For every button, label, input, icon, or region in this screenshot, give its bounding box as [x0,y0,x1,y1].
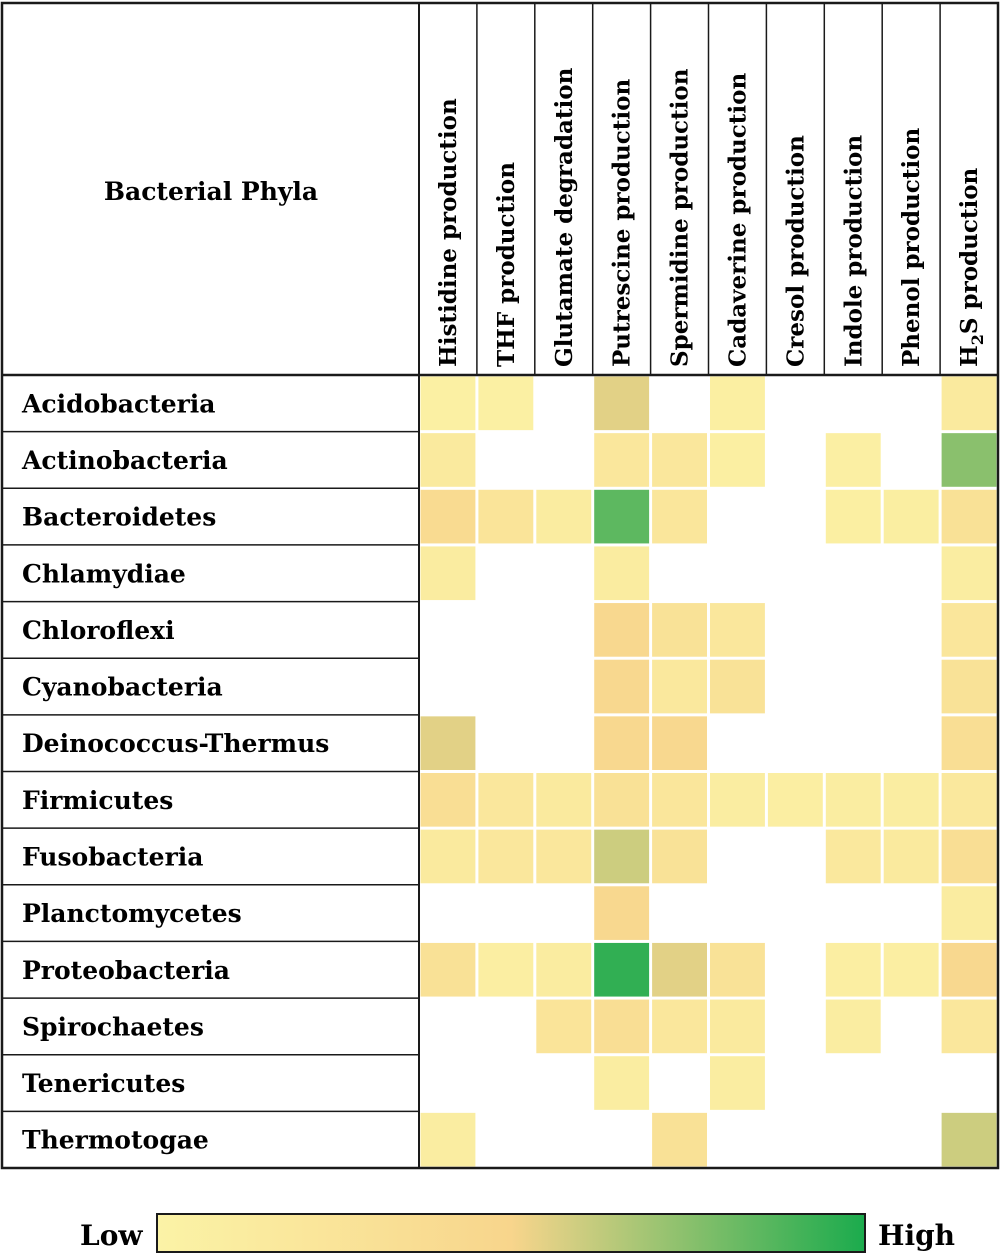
column-header-h2s-production: $H_2S$ production [956,167,988,367]
heatmap-cell-proteobacteria-putrescine-production [594,942,650,997]
heatmap-cell-firmicutes-glutamate-degradation [536,773,592,828]
column-header-glutamate-degradation: Glutamate degradation [550,67,578,367]
row-label-chloroflexi: Chloroflexi [22,615,175,645]
column-headers [435,67,987,367]
heatmap-cell-cyanobacteria-cadaverine-production [710,659,766,714]
heatmap-cell-proteobacteria-cadaverine-production [710,942,766,997]
heatmap-cell-planctomycetes-h2s-production [941,886,997,941]
column-header-spermidine-production: Spermidine production [666,68,694,367]
row-label-actinobacteria: Actinobacteria [22,445,228,475]
heatmap-cell-proteobacteria-thf-production [478,942,534,997]
heatmap-cell-chlamydiae-h2s-production [941,546,997,601]
heatmap-cell-fusobacteria-phenol-production [883,829,939,884]
heatmap-cell-fusobacteria-h2s-production [941,829,997,884]
heatmap-cell-firmicutes-cresol-production [767,773,823,828]
heatmap-cell-bacteroidetes-glutamate-degradation [536,489,592,544]
heatmap-cell-cyanobacteria-spermidine-production [652,659,708,714]
heatmap-cell-deinococcus-thermus-spermidine-production [652,716,708,771]
heatmap-cell-proteobacteria-phenol-production [883,942,939,997]
heatmap-cell-planctomycetes-putrescine-production [594,886,650,941]
heatmap-cell-fusobacteria-spermidine-production [652,829,708,884]
row-label-cyanobacteria: Cyanobacteria [22,672,223,702]
row-label-chlamydiae: Chlamydiae [22,559,186,589]
heatmap-cell-bacteroidetes-thf-production [478,489,534,544]
heatmap-cell-actinobacteria-cadaverine-production [710,433,766,488]
heatmap-cell-firmicutes-h2s-production [941,773,997,828]
row-label-tenericutes: Tenericutes [22,1069,186,1099]
heatmap-cell-fusobacteria-glutamate-degradation [536,829,592,884]
heatmap-cell-spirochaetes-indole-production [825,999,881,1054]
column-header-histidine-production: Histidine production [434,98,462,367]
row-label-proteobacteria: Proteobacteria [22,955,230,985]
color-legend [80,1214,955,1252]
heatmap-cell-chloroflexi-cadaverine-production [710,603,766,658]
column-header-cadaverine-production: Cadaverine production [724,72,752,367]
heatmap-cell-acidobacteria-h2s-production [941,376,997,431]
heatmap-cell-fusobacteria-indole-production [825,829,881,884]
heatmap-cell-cyanobacteria-putrescine-production [594,659,650,714]
heatmap-cell-bacteroidetes-h2s-production [941,489,997,544]
heatmap-cell-bacteroidetes-histidine-production [420,489,476,544]
heatmap-cell-firmicutes-phenol-production [883,773,939,828]
column-header-putrescine-production: Putrescine production [608,78,636,367]
row-label-thermotogae: Thermotogae [22,1125,209,1155]
heatmap-cell-thermotogae-spermidine-production [652,1112,708,1167]
column-header-phenol-production: Phenol production [898,127,926,367]
legend-gradient-bar [157,1214,865,1252]
heatmap-cell-fusobacteria-putrescine-production [594,829,650,884]
legend-high-label: High [878,1219,956,1252]
heatmap-cell-chloroflexi-putrescine-production [594,603,650,658]
heatmap-cell-bacteroidetes-indole-production [825,489,881,544]
heatmap-cell-spirochaetes-spermidine-production [652,999,708,1054]
heatmap-cell-acidobacteria-histidine-production [420,376,476,431]
heatmap-cell-actinobacteria-h2s-production [941,433,997,488]
heatmap-cell-proteobacteria-histidine-production [420,942,476,997]
heatmap-cell-actinobacteria-spermidine-production [652,433,708,488]
heatmap-cell-deinococcus-thermus-h2s-production [941,716,997,771]
heatmap-cell-deinococcus-thermus-histidine-production [420,716,476,771]
heatmap-cell-actinobacteria-indole-production [825,433,881,488]
heatmap-cell-firmicutes-cadaverine-production [710,773,766,828]
heatmap-cell-firmicutes-thf-production [478,773,534,828]
row-label-bacteroidetes: Bacteroidetes [22,502,217,532]
heatmap-cell-chlamydiae-putrescine-production [594,546,650,601]
heatmap-cell-actinobacteria-histidine-production [420,433,476,488]
heatmap-cell-proteobacteria-indole-production [825,942,881,997]
heatmap-cell-chloroflexi-h2s-production [941,603,997,658]
heatmap-cell-chloroflexi-spermidine-production [652,603,708,658]
heatmap-cell-deinococcus-thermus-putrescine-production [594,716,650,771]
heatmap-cell-acidobacteria-thf-production [478,376,534,431]
heatmap-cell-acidobacteria-cadaverine-production [710,376,766,431]
heatmap-cell-bacteroidetes-putrescine-production [594,489,650,544]
row-label-deinococcus-thermus: Deinococcus-Thermus [22,729,330,759]
heatmap-cell-thermotogae-h2s-production [941,1112,997,1167]
heatmap-cell-spirochaetes-cadaverine-production [710,999,766,1054]
heatmap-cell-firmicutes-spermidine-production [652,773,708,828]
heatmap-cell-firmicutes-putrescine-production [594,773,650,828]
heatmap-cell-spirochaetes-h2s-production [941,999,997,1054]
heatmap-cell-thermotogae-histidine-production [420,1112,476,1167]
heatmap-cell-tenericutes-cadaverine-production [710,1056,766,1111]
row-label-acidobacteria: Acidobacteria [22,389,216,419]
heatmap-cell-proteobacteria-h2s-production [941,942,997,997]
heatmap-cell-firmicutes-indole-production [825,773,881,828]
column-header-thf-production: THF production [492,162,520,367]
heatmap-cell-tenericutes-putrescine-production [594,1056,650,1111]
heatmap-cell-fusobacteria-histidine-production [420,829,476,884]
row-axis-title: Bacterial Phyla [103,177,319,206]
heatmap-cell-cyanobacteria-h2s-production [941,659,997,714]
row-label-spirochaetes: Spirochaetes [22,1012,204,1042]
heatmap-cell-firmicutes-histidine-production [420,773,476,828]
row-label-fusobacteria: Fusobacteria [22,842,204,872]
legend-low-label: Low [80,1219,143,1252]
heatmap-cell-fusobacteria-thf-production [478,829,534,884]
heatmap-cell-proteobacteria-glutamate-degradation [536,942,592,997]
heatmap-cell-spirochaetes-glutamate-degradation [536,999,592,1054]
heatmap-cell-spirochaetes-putrescine-production [594,999,650,1054]
heatmap-cell-bacteroidetes-spermidine-production [652,489,708,544]
column-header-indole-production: Indole production [840,134,868,367]
heatmap-cells [420,376,997,1167]
heatmap-cell-actinobacteria-putrescine-production [594,433,650,488]
column-header-cresol-production: Cresol production [782,135,810,367]
heatmap-cell-proteobacteria-spermidine-production [652,942,708,997]
heatmap-cell-acidobacteria-putrescine-production [594,376,650,431]
row-label-planctomycetes: Planctomycetes [22,899,242,929]
heatmap-cell-chlamydiae-histidine-production [420,546,476,601]
row-label-firmicutes: Firmicutes [22,785,174,815]
heatmap-cell-bacteroidetes-phenol-production [883,489,939,544]
